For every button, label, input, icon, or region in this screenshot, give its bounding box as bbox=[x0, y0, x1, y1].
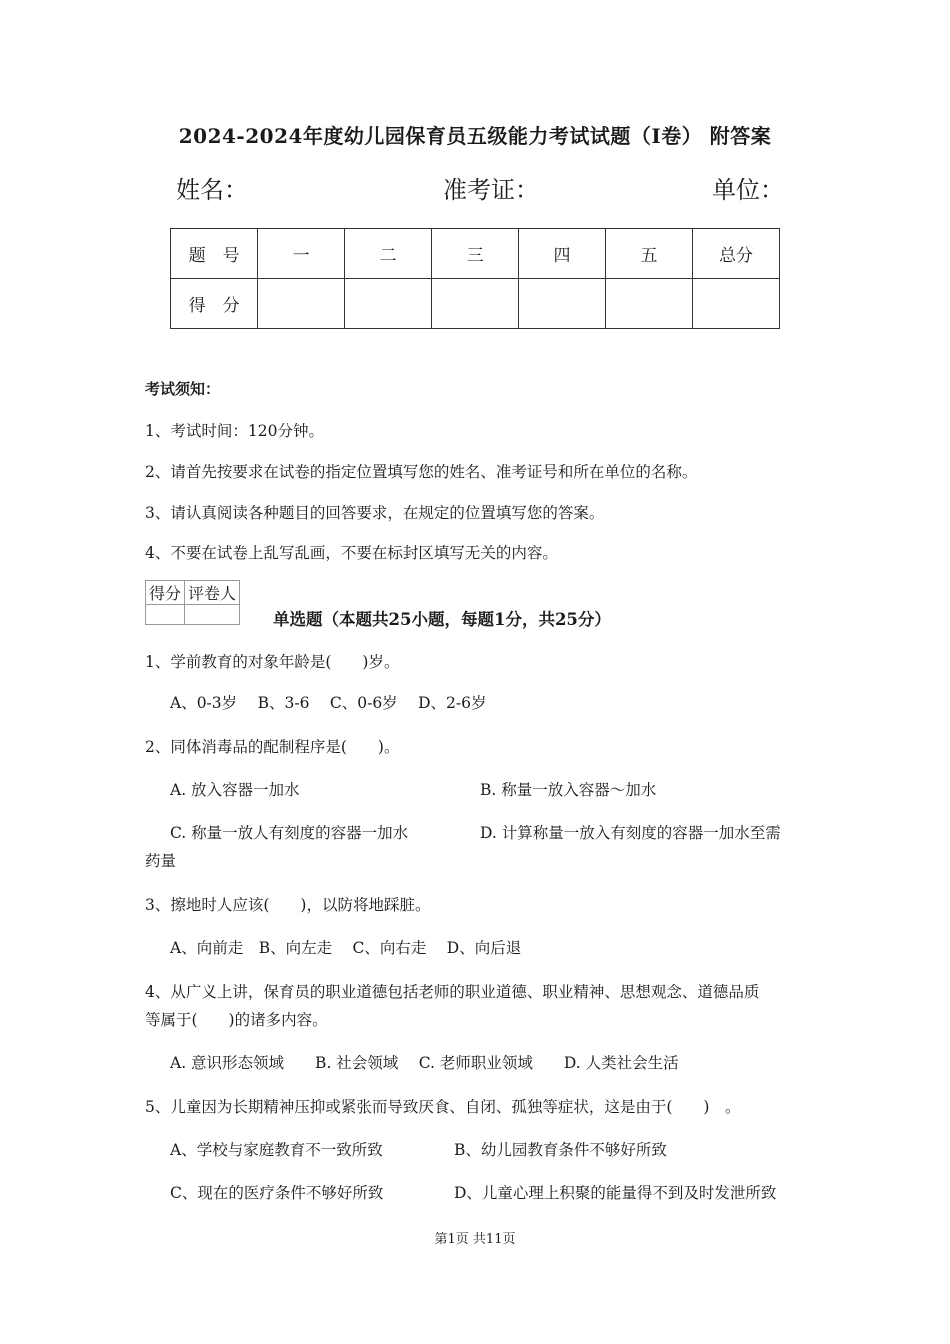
table-cell: 四 bbox=[519, 229, 606, 279]
option-b: B、幼儿园教育条件不够好所致 bbox=[454, 1141, 667, 1159]
note-item: 4、不要在试卷上乱写乱画，不要在标封区填写无关的内容。 bbox=[145, 544, 558, 562]
notes-heading: 考试须知： bbox=[145, 380, 221, 398]
score-cell[interactable] bbox=[519, 279, 606, 329]
score-cell[interactable] bbox=[432, 279, 519, 329]
grader-reviewer-label: 评卷人 bbox=[185, 581, 240, 605]
page-footer: 第1页 共11页 bbox=[434, 1232, 516, 1247]
option-d: D、儿童心理上积聚的能量得不到及时发泄所致 bbox=[454, 1184, 777, 1202]
note-item: 2、请首先按要求在试卷的指定位置填写您的姓名、准考证号和所在单位的名称。 bbox=[145, 463, 698, 481]
grader-score-cell[interactable] bbox=[146, 605, 185, 625]
question-stem: 4、从广义上讲，保育员的职业道德包括老师的职业道德、职业精神、思想观念、道德品质 bbox=[145, 983, 760, 1001]
note-item: 3、请认真阅读各种题目的回答要求，在规定的位置填写您的答案。 bbox=[145, 504, 605, 522]
grader-score-label: 得分 bbox=[146, 581, 185, 605]
table-cell: 题 号 bbox=[171, 229, 258, 279]
question-options: A、0-3岁 B、3-6 C、0-6岁 D、2-6岁 bbox=[170, 694, 487, 712]
grader-reviewer-cell[interactable] bbox=[185, 605, 240, 625]
table-cell: 三 bbox=[432, 229, 519, 279]
question-options: A、向前走 B、向左走 C、向右走 D、向后退 bbox=[170, 939, 522, 957]
question-stem: 5、儿童因为长期精神压抑或紧张而导致厌食、自闭、孤独等症状，这是由于( ) 。 bbox=[145, 1098, 741, 1116]
question-options: A. 意识形态领域 B. 社会领域 C. 老师职业领域 D. 人类社会生活 bbox=[170, 1054, 679, 1072]
option-d-continued: 药量 bbox=[145, 852, 177, 870]
option-c: C、现在的医疗条件不够好所致 bbox=[170, 1184, 384, 1202]
table-cell: 总分 bbox=[692, 229, 779, 279]
score-cell[interactable] bbox=[258, 279, 345, 329]
note-item: 1、考试时间：120分钟。 bbox=[145, 422, 324, 440]
name-label: 姓名： bbox=[176, 176, 248, 204]
question-stem: 2、同体消毒品的配制程序是( )。 bbox=[145, 738, 400, 756]
score-table-header-row bbox=[171, 229, 780, 279]
option-c: C. 称量一放人有刻度的容器一加水 bbox=[170, 824, 409, 842]
score-cell[interactable] bbox=[692, 279, 779, 329]
table-cell: 二 bbox=[345, 229, 432, 279]
score-table bbox=[170, 228, 780, 329]
section-title: 单选题（本题共25小题，每题1分，共25分） bbox=[273, 610, 611, 629]
option-d: D. 计算称量一放入有刻度的容器一加水至需 bbox=[480, 824, 781, 842]
score-cell[interactable] bbox=[345, 279, 432, 329]
option-a: A、学校与家庭教育不一致所致 bbox=[170, 1141, 383, 1159]
exam-id-label: 准考证： bbox=[443, 176, 539, 204]
question-stem: 3、擦地时人应该( )，以防将地踩脏。 bbox=[145, 896, 431, 914]
page-title: 2024-2024年度幼儿园保育员五级能力考试试题（I卷） 附答案 bbox=[178, 124, 772, 148]
table-cell: 一 bbox=[258, 229, 345, 279]
option-b: B. 称量一放入容器～加水 bbox=[480, 781, 657, 799]
grader-box bbox=[145, 580, 240, 625]
table-cell: 五 bbox=[606, 229, 693, 279]
score-table-score-row bbox=[171, 279, 780, 329]
score-cell[interactable] bbox=[606, 279, 693, 329]
table-cell: 得 分 bbox=[171, 279, 258, 329]
option-a: A. 放入容器一加水 bbox=[170, 781, 300, 799]
question-stem-continued: 等属于( )的诸多内容。 bbox=[145, 1011, 328, 1029]
unit-label: 单位： bbox=[712, 176, 784, 204]
question-stem: 1、学前教育的对象年龄是( )岁。 bbox=[145, 653, 400, 671]
